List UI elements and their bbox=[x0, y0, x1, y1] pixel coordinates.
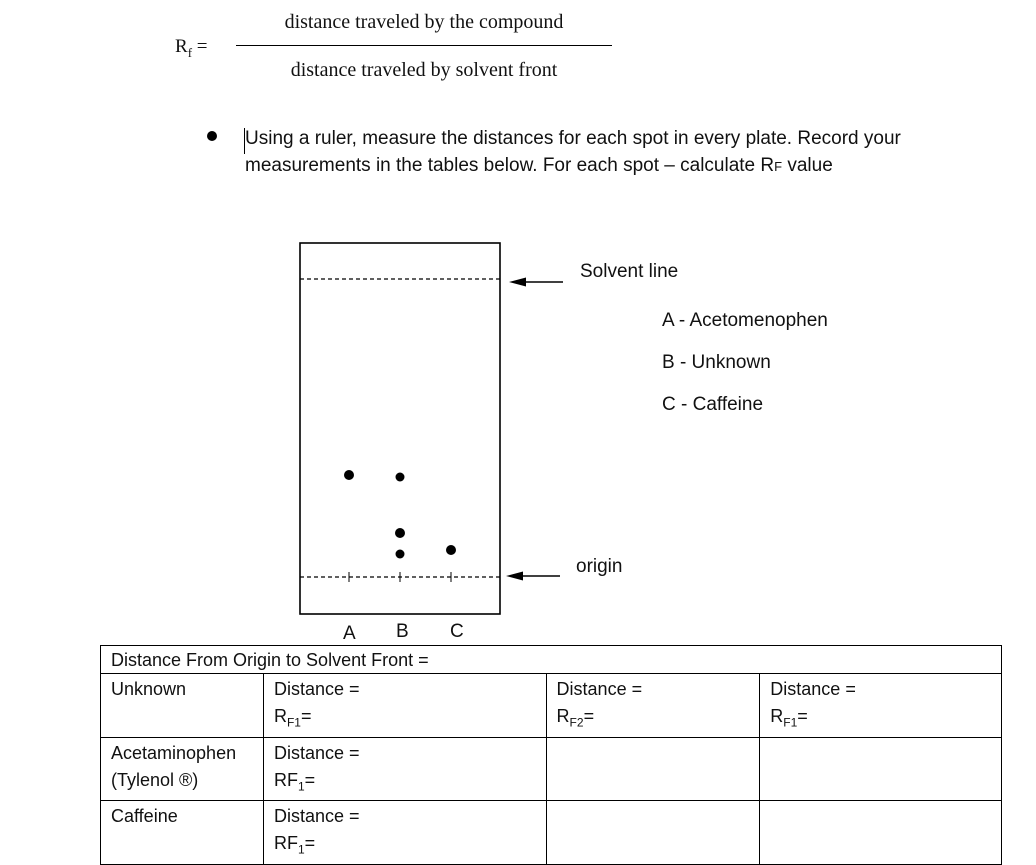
row-label: Acetaminophen (Tylenol ®) bbox=[101, 737, 264, 801]
spot-b-1 bbox=[396, 473, 405, 482]
table-row bbox=[101, 737, 1002, 801]
row-label: Caffeine bbox=[101, 801, 264, 865]
solvent-line-label: Solvent line bbox=[580, 261, 679, 282]
table-cell[interactable]: Distance = $RF_1=$ bbox=[263, 737, 546, 801]
table-cell[interactable]: Distance = $R_{F1}=$ bbox=[760, 674, 1002, 738]
rf-data-table bbox=[100, 645, 1002, 865]
spot-b-2 bbox=[395, 528, 405, 538]
origin-label: origin bbox=[576, 556, 623, 577]
solvent-arrow-head bbox=[509, 278, 526, 287]
table-cell-empty[interactable] bbox=[760, 737, 1002, 801]
rf-numerator: distance traveled by the compound bbox=[284, 11, 564, 33]
table-cell-empty[interactable] bbox=[546, 801, 760, 865]
instruction-line-1: Using a ruler, measure the distances for each spot in every plate. Record your bbox=[245, 128, 901, 149]
rf-formula-lhs: $R_f$ = bbox=[175, 36, 208, 60]
lane-label-c: C bbox=[450, 621, 464, 642]
table-cell[interactable]: Distance = $R_{F1}=$ bbox=[263, 674, 546, 738]
table-cell-empty[interactable] bbox=[760, 801, 1002, 865]
table-header-cell: Distance From Origin to Solvent Front = bbox=[101, 646, 1002, 674]
spot-b-3 bbox=[396, 550, 405, 559]
instruction-line-2: measurements in the tables below. For each spot – calculate RF value bbox=[245, 155, 833, 176]
lane-label-a: A bbox=[343, 623, 356, 644]
table-row bbox=[101, 674, 1002, 738]
table-row bbox=[101, 801, 1002, 865]
origin-arrow-head bbox=[506, 572, 523, 581]
lane-label-b: B bbox=[396, 621, 409, 642]
legend-item-a: A - Acetomenophen bbox=[662, 310, 828, 331]
table-cell-empty[interactable] bbox=[546, 737, 760, 801]
legend-item-b: B - Unknown bbox=[662, 352, 771, 373]
spot-a-1 bbox=[344, 470, 354, 480]
table-cell[interactable]: Distance = $R_{F2}=$ bbox=[546, 674, 760, 738]
table-header-row bbox=[101, 646, 1002, 674]
row-label: Unknown bbox=[101, 674, 264, 738]
table-cell[interactable]: Distance = $RF_1=$ bbox=[263, 801, 546, 865]
rf-denominator: distance traveled by solvent front bbox=[290, 59, 558, 81]
legend-item-c: C - Caffeine bbox=[662, 394, 764, 415]
spot-c-1 bbox=[446, 545, 456, 555]
